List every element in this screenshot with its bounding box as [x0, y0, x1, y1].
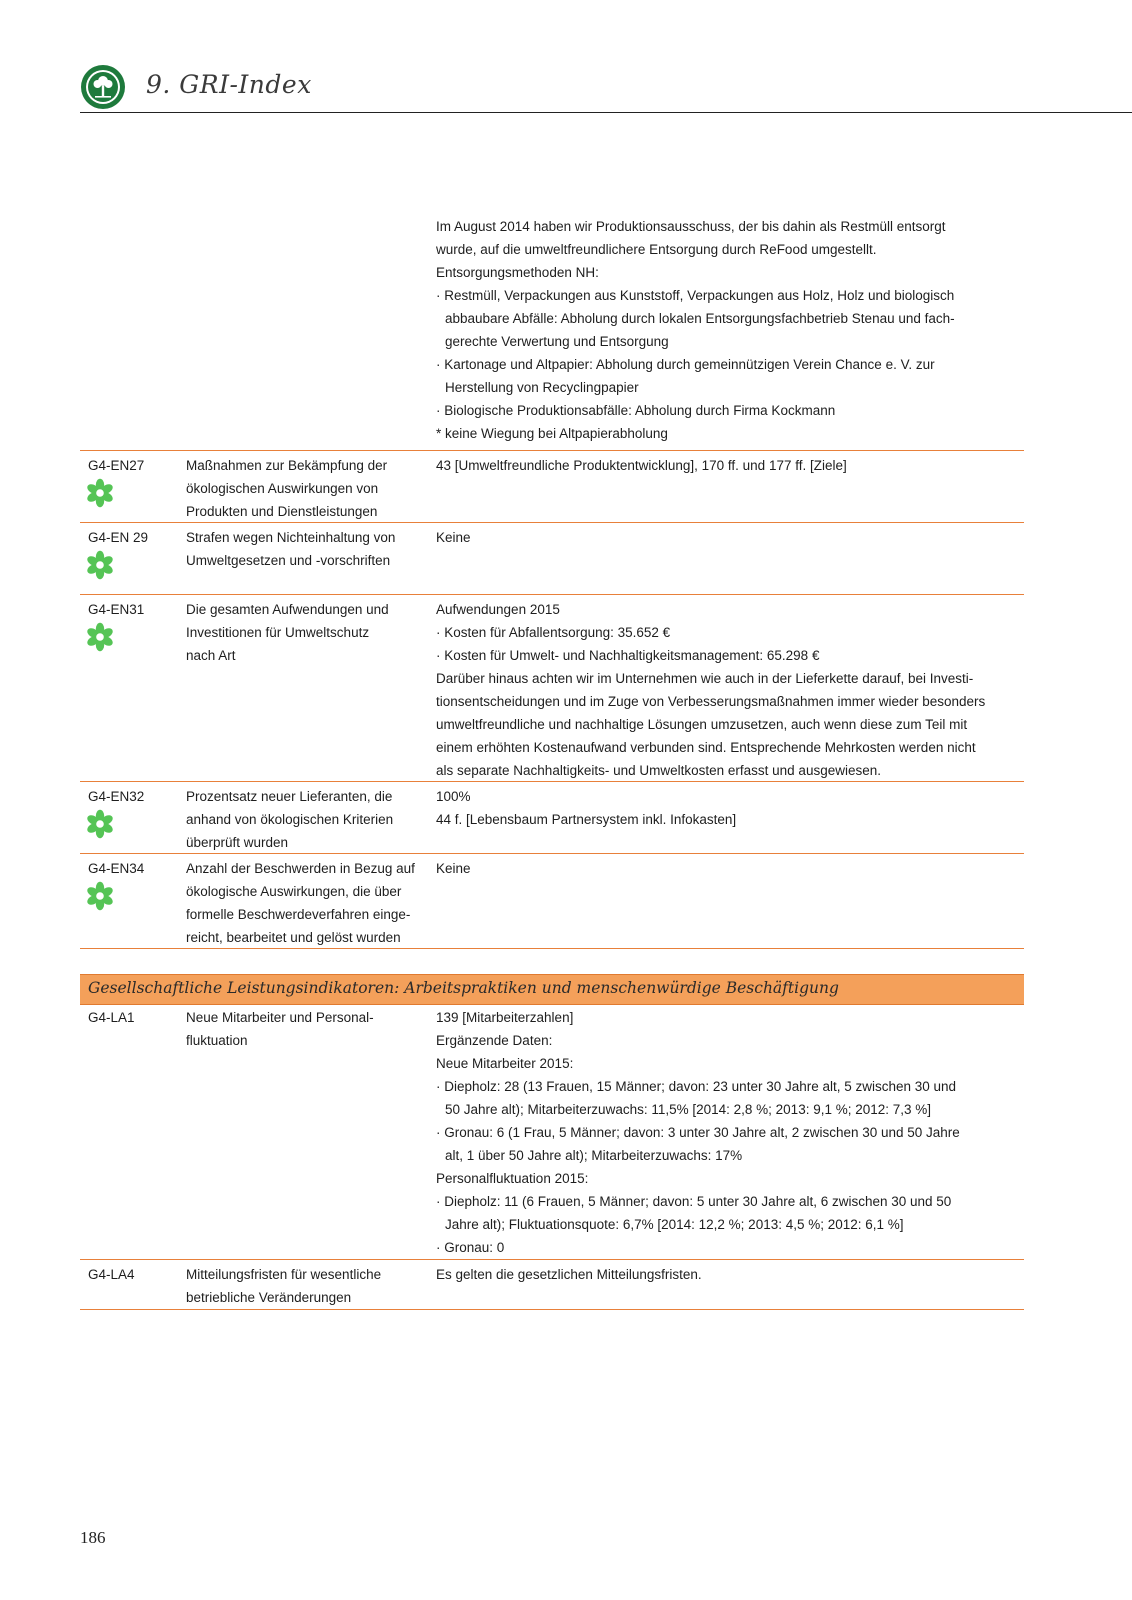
- row-description: Mitteilungsfristen für wesentliche: [186, 1267, 382, 1282]
- intro-line: abbaubare Abfälle: Abholung durch lokalen Entsorgungsfachbetrieb Stenau und fach-: [445, 311, 955, 326]
- row-answer: Keine: [436, 530, 471, 545]
- row-code: G4-EN31: [88, 602, 145, 617]
- flower-icon: [85, 809, 115, 839]
- row-description: formelle Beschwerdeverfahren einge-: [186, 907, 411, 922]
- row-answer: 139 [Mitarbeiterzahlen]: [436, 1010, 574, 1025]
- flower-icon: [85, 622, 115, 652]
- flower-icon: [85, 550, 115, 580]
- row-answer: tionsentscheidungen und im Zuge von Verbesserungsmaßnahmen immer wieder besonders: [436, 694, 986, 709]
- row-answer: · Diepholz: 28 (13 Frauen, 15 Männer; davon: 23 unter 30 Jahre alt, 5 zwischen 30 und: [436, 1079, 957, 1094]
- row-code: G4-EN32: [88, 789, 145, 804]
- row-divider: [80, 1259, 1024, 1260]
- intro-line: gerechte Verwertung und Entsorgung: [445, 334, 669, 349]
- row-description: ökologischen Auswirkungen von: [186, 481, 379, 496]
- row-description: betriebliche Veränderungen: [186, 1290, 352, 1305]
- row-divider: [80, 853, 1024, 854]
- row-code: G4-LA4: [88, 1267, 135, 1282]
- row-answer: Ergänzende Daten:: [436, 1033, 553, 1048]
- row-answer: umweltfreundliche und nachhaltige Lösungen umzusetzen, auch wenn diese zum Teil mit: [436, 717, 968, 732]
- row-divider: [80, 781, 1024, 782]
- row-description: Neue Mitarbeiter und Personal-: [186, 1010, 374, 1025]
- intro-line: · Kartonage und Altpapier: Abholung durch gemeinnützigen Verein Chance e. V. zur: [436, 357, 935, 372]
- row-description: Anzahl der Beschwerden in Bezug auf: [186, 861, 415, 876]
- row-description: Prozentsatz neuer Lieferanten, die: [186, 789, 393, 804]
- row-answer: Aufwendungen 2015: [436, 602, 560, 617]
- row-answer: alt, 1 über 50 Jahre alt); Mitarbeiterzuwachs: 17%: [445, 1148, 743, 1163]
- row-code: G4-EN27: [88, 458, 145, 473]
- row-answer: Jahre alt); Fluktuationsquote: 6,7% [2014: 12,2 %; 2013: 4,5 %; 2012: 6,1 %]: [445, 1217, 904, 1232]
- page-number: 186: [80, 1528, 106, 1547]
- row-divider: [80, 450, 1024, 451]
- chapter-title: 9. GRI-Index: [146, 70, 312, 99]
- row-answer: einem erhöhten Kostenaufwand verbunden sind. Entsprechende Mehrkosten werden nicht: [436, 740, 976, 755]
- row-code: G4-EN 29: [88, 530, 149, 545]
- row-answer: als separate Nachhaltigkeits- und Umweltkosten erfasst und ausgewiesen.: [436, 763, 881, 778]
- row-description: Produkten und Dienstleistungen: [186, 504, 378, 519]
- section-title: Gesellschaftliche Leistungsindikatoren: Arbeitspraktiken und menschenwürdige Beschäftigung: [88, 979, 839, 997]
- header-divider: [80, 112, 1132, 113]
- row-description: ökologische Auswirkungen, die über: [186, 884, 402, 899]
- intro-line: Im August 2014 haben wir Produktionsausschuss, der bis dahin als Restmüll entsorgt: [436, 219, 946, 234]
- row-divider: [80, 948, 1024, 949]
- row-code: G4-LA1: [88, 1010, 135, 1025]
- row-description: anhand von ökologischen Kriterien: [186, 812, 394, 827]
- row-description: reicht, bearbeitet und gelöst wurden: [186, 930, 401, 945]
- intro-line: wurde, auf die umweltfreundlichere Entsorgung durch ReFood umgestellt.: [436, 242, 877, 257]
- flower-icon: [85, 478, 115, 508]
- intro-line: · Biologische Produktionsabfälle: Abholung durch Firma Kockmann: [436, 403, 836, 418]
- row-description: Die gesamten Aufwendungen und: [186, 602, 389, 617]
- row-divider: [80, 1309, 1024, 1310]
- row-description: überprüft wurden: [186, 835, 289, 850]
- row-answer: Neue Mitarbeiter 2015:: [436, 1056, 574, 1071]
- row-answer: 44 f. [Lebensbaum Partnersystem inkl. Infokasten]: [436, 812, 737, 827]
- intro-line: Herstellung von Recyclingpapier: [445, 380, 639, 395]
- row-code: G4-EN34: [88, 861, 145, 876]
- row-answer: Es gelten die gesetzlichen Mitteilungsfristen.: [436, 1267, 702, 1282]
- row-description: Strafen wegen Nichteinhaltung von: [186, 530, 396, 545]
- row-answer: 43 [Umweltfreundliche Produktentwicklung], 170 ff. und 177 ff. [Ziele]: [436, 458, 847, 473]
- row-divider: [80, 594, 1024, 595]
- row-description: nach Art: [186, 648, 236, 663]
- row-answer: · Kosten für Umwelt- und Nachhaltigkeitsmanagement: 65.298 €: [436, 648, 820, 663]
- intro-line: · Restmüll, Verpackungen aus Kunststoff, Verpackungen aus Holz, Holz und biologisch: [436, 288, 955, 303]
- intro-line: Entsorgungsmethoden NH:: [436, 265, 599, 280]
- intro-line: * keine Wiegung bei Altpapierabholung: [436, 426, 668, 441]
- lebensbaum-logo: [80, 64, 126, 110]
- row-answer: 50 Jahre alt); Mitarbeiterzuwachs: 11,5% [2014: 2,8 %; 2013: 9,1 %; 2012: 7,3 %]: [445, 1102, 932, 1117]
- row-answer: · Gronau: 0: [436, 1240, 505, 1255]
- row-description: Maßnahmen zur Bekämpfung der: [186, 458, 388, 473]
- row-description: Investitionen für Umweltschutz: [186, 625, 370, 640]
- row-description: Umweltgesetzen und -vorschriften: [186, 553, 391, 568]
- row-answer: Personalfluktuation 2015:: [436, 1171, 589, 1186]
- row-answer: · Gronau: 6 (1 Frau, 5 Männer; davon: 3 unter 30 Jahre alt, 2 zwischen 30 und 50 Jahre: [436, 1125, 960, 1140]
- flower-icon: [85, 881, 115, 911]
- row-divider: [80, 522, 1024, 523]
- row-answer: · Diepholz: 11 (6 Frauen, 5 Männer; davon: 5 unter 30 Jahre alt, 6 zwischen 30 und 50: [436, 1194, 952, 1209]
- row-answer: · Kosten für Abfallentsorgung: 35.652 €: [436, 625, 671, 640]
- page-header: [80, 62, 1132, 114]
- row-description: fluktuation: [186, 1033, 248, 1048]
- row-answer: Darüber hinaus achten wir im Unternehmen wie auch in der Lieferkette darauf, bei Investi-: [436, 671, 974, 686]
- section-header: [80, 974, 1024, 1005]
- row-answer: 100%: [436, 789, 471, 804]
- row-answer: Keine: [436, 861, 471, 876]
